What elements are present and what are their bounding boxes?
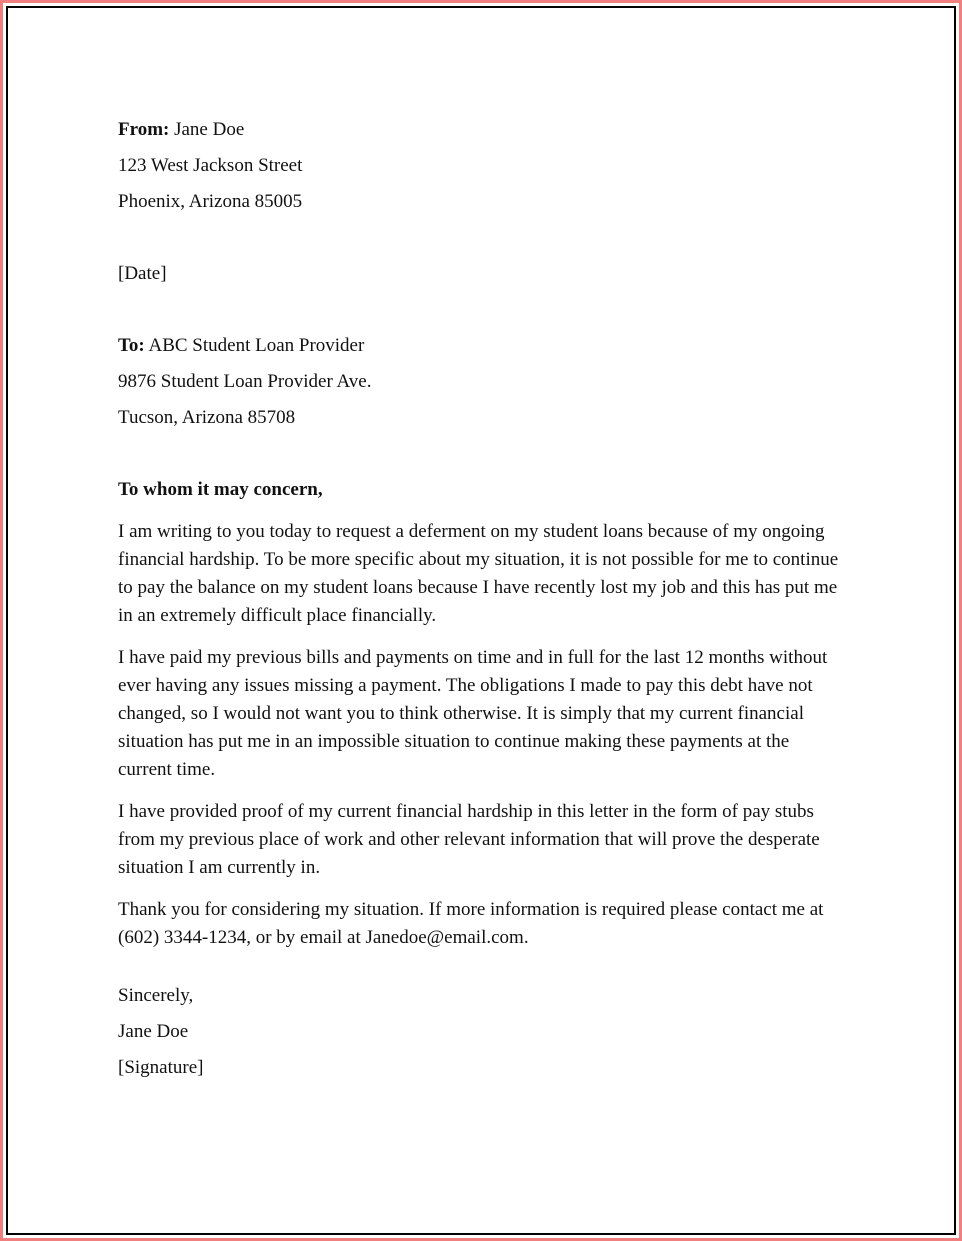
salutation: To whom it may concern, (118, 479, 323, 500)
to-label: To: (118, 335, 145, 356)
to-name: ABC Student Loan Provider (148, 335, 365, 356)
date: [Date] (118, 263, 167, 284)
paragraph-1: I am writing to you today to request a deferment on my student loans because of my ongoing financial hardship. To be more specific about my situation, it is not possible for me to continue to pay the balance on my student loans because I have recently lost my job and this has put me in an extremely difficult place financially. (118, 521, 839, 626)
to-street: 9876 Student Loan Provider Ave. (118, 371, 372, 392)
closing: Sincerely, (118, 985, 194, 1006)
signer-name: Jane Doe (118, 1021, 189, 1042)
signature: [Signature] (118, 1057, 204, 1078)
from-label: From: (118, 119, 170, 140)
from-city: Phoenix, Arizona 85005 (118, 191, 303, 212)
letter (118, 116, 843, 1090)
paragraph-3: I have provided proof of my current financial hardship in this letter in the form of pay stubs from my previous place of work and other relevant information that will prove the desperate situation I am currently in. (118, 801, 820, 878)
from-line (118, 116, 843, 152)
from-street: 123 West Jackson Street (118, 155, 303, 176)
paragraph-4: Thank you for considering my situation. If more information is required please contact me at (602) 3344-1234, or by email at Janedoe@email.com. (118, 899, 824, 948)
paragraph-2: I have paid my previous bills and payments on time and in full for the last 12 months without ever having any issues missing a payment. The obligations I made to pay this debt have not changed, so I would not want you to think otherwise. It is simply that my current financial situation has put me in an impossible situation to continue making these payments at the current time. (118, 647, 828, 780)
to-city: Tucson, Arizona 85708 (118, 407, 296, 428)
from-name: Jane Doe (174, 119, 245, 140)
to-line (118, 332, 843, 368)
